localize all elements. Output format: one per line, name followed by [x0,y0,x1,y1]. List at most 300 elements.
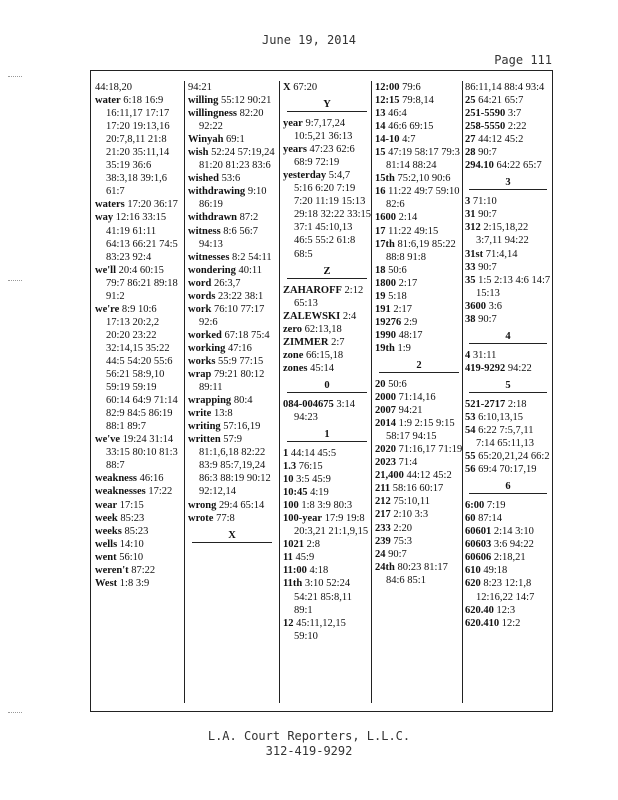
index-entry [465,248,551,261]
index-entry [375,211,463,224]
index-term: 2007 [375,405,396,417]
page-line-refs: 62:13,18 [304,323,342,335]
page-line-refs: 7:19 [486,500,506,512]
page-line-refs: 1:5 2:13 4:6 14:7 15:13 [476,274,551,299]
index-term: 1990 [375,329,396,341]
index-term: words [188,290,216,302]
index-entry [465,195,551,208]
index-entry [375,508,463,521]
index-term: 19276 [375,316,402,328]
page-line-refs: 71:4 [398,457,418,469]
page-line-refs: 80:23 81:17 84:6 85:1 [386,561,448,586]
index-term: zone [283,349,304,361]
index-entry [465,133,551,146]
index-entry [465,564,551,577]
page-line-refs: 23:22 38:1 [218,290,264,302]
section-letter-heading: 0 [287,379,367,393]
page-line-refs: 79:6 [402,82,421,93]
page-line-refs: 90:7 [478,147,497,159]
index-term: weren't [95,564,129,576]
index-entry [188,146,276,172]
index-entry [375,146,463,172]
index-term: 212 [375,496,391,508]
index-term: 521-2717 [465,398,506,410]
index-entry [375,342,463,355]
word-index-frame [90,70,553,712]
index-entry [375,172,463,185]
index-term: 60606 [465,552,492,564]
index-term: 620.40 [465,604,494,616]
index-term: 2023 [375,457,396,469]
page-line-refs: 17:22 [148,486,173,498]
index-term: years [283,144,307,156]
index-entry [188,342,276,355]
page-line-refs: 75:3 [393,535,413,547]
index-term: 33 [465,261,476,273]
index-term: work [188,303,212,315]
index-entry [375,404,463,417]
page-line-refs: 79:21 80:12 89:11 [199,369,265,394]
index-entry [283,564,371,577]
index-entry [375,469,463,482]
index-entry [95,94,179,198]
index-entry [465,512,551,525]
index-column-2 [188,81,276,707]
index-entry [283,512,371,538]
index-entry [283,617,371,643]
index-term: 28 [465,147,476,159]
page-line-refs: 31:11 [472,349,497,361]
index-entry [375,456,463,469]
section-letter-heading: 4 [469,330,547,344]
section-letter-heading: X [192,529,272,543]
index-entry [188,433,276,498]
index-entry [95,81,179,94]
page-line-refs: 79:8,14 [402,95,434,107]
index-term: 31st [465,248,484,260]
index-entry [188,407,276,420]
index-term: 100-year [283,513,323,525]
page-line-refs: 2:18 [507,398,527,410]
index-term: week [95,512,118,524]
index-term: 2000 [375,392,396,404]
index-term: year [283,118,303,130]
index-entry [465,120,551,133]
page-line-refs: 2:17 [398,277,418,289]
page-line-refs: 85:23 [124,525,149,537]
index-term: 1.3 [283,461,297,473]
index-term: we're [95,303,120,315]
page-line-refs: 3:7 [507,108,522,120]
index-entry [375,225,463,238]
index-term: 17 [375,225,386,237]
index-entry [465,499,551,512]
index-term: 1021 [283,539,304,551]
index-term: willing [188,95,219,107]
page-line-refs: 11:22 49:7 59:10 82:6 [386,186,460,211]
page-line-refs: 64:22 65:7 [496,160,542,172]
page-line-refs: 80:4 [233,395,253,407]
page-line-refs: 49:18 [483,565,508,577]
index-entry [283,486,371,499]
page-line-refs: 86:11,14 88:4 93:4 [465,82,545,93]
page-line-refs: 6:10,13,15 [478,411,524,423]
page-line-refs: 57:16,19 [223,421,261,433]
index-term: Winyah [188,134,224,146]
index-entry [375,548,463,561]
index-entry [95,211,179,263]
index-term: 419-9292 [465,362,506,374]
index-entry [283,117,371,143]
index-entry [95,564,179,577]
page-line-refs: 2:15,18,22 3:7,11 94:22 [476,222,529,247]
page-line-refs: 90:7 [478,313,497,325]
index-term: 1 [283,447,289,459]
index-entry [283,323,371,336]
index-term: 251-5590 [465,108,506,120]
index-entry [188,394,276,407]
page-line-refs: 44:14 45:5 [290,447,337,459]
page-line-refs: 87:2 [239,212,259,224]
index-term: 10:45 [283,487,308,499]
index-term: 620.410 [465,617,500,629]
index-entry [188,211,276,224]
index-entry [375,107,463,120]
index-term: we've [95,434,121,446]
index-column-5 [465,81,551,707]
index-term: 60601 [465,526,492,538]
index-term: 084-004675 [283,398,334,410]
index-term: 21,400 [375,470,404,482]
index-entry [375,535,463,548]
index-term: wear [95,499,118,511]
page-line-refs: 50:6 [388,264,407,276]
index-entry [375,443,463,456]
page-line-refs: 8:9 10:6 17:13 20:2,2 20:20 23:22 32:14,15 35:22 44:5 54:20 55:6 56:21 58:9,10 59:19 59:19 60:14 64:9 71:14 82:9 84:5 86:19 88:1 89:7 [106,303,178,433]
index-entry [465,450,551,463]
index-term: 1800 [375,277,396,289]
index-term: works [188,355,216,367]
page-line-refs: 2:14 [398,212,418,224]
page-line-refs: 2:7 [331,336,345,348]
page-line-refs: 71:4,14 [485,248,518,260]
page-line-refs: 5:4,7 5:16 6:20 7:19 7:20 11:19 15:13 29:18 32:22 33:15 37:1 45:10,13 46:5 55:2 61:8 68:5 [294,170,371,260]
index-term: 24 [375,548,386,560]
index-term: witnesses [188,251,230,263]
index-entry [283,310,371,323]
index-term: weakness [95,473,138,485]
page-line-refs: 71:16,17 71:19 [398,444,463,456]
index-term: 2020 [375,444,396,456]
index-entry [188,355,276,368]
index-term: waters [95,199,125,211]
index-entry [465,94,551,107]
index-entry [375,417,463,443]
index-term: 239 [375,535,391,547]
page-line-refs: 45:11,12,15 59:10 [294,617,346,642]
page-line-refs: 2:14 3:10 [493,526,534,538]
index-term: wrapping [188,395,232,407]
page-line-refs: 90:7 [478,209,497,221]
index-entry [283,499,371,512]
index-term: 60603 [465,539,492,551]
page-line-refs: 17:15 [119,499,144,511]
page-line-refs: 87:14 [478,513,503,525]
index-entry [188,225,276,251]
index-entry [375,378,463,391]
page-line-refs: 47:16 [227,342,252,354]
index-term: 53 [465,411,476,423]
index-term: 12 [283,617,294,629]
index-term: 60 [465,513,476,525]
page-line-refs: 4:18 [309,565,329,577]
index-term: 16 [375,186,386,198]
index-term: 56 [465,464,476,476]
page-line-refs: 8:2 54:11 [232,251,272,263]
margin-mark [8,280,22,281]
index-entry [465,617,551,630]
index-entry [465,313,551,326]
section-letter-heading: 5 [469,379,547,393]
index-term: 610 [465,565,481,577]
index-entry [375,561,463,587]
page-line-refs: 9:10 86:19 [199,186,267,211]
page-line-refs: 45:14 [310,362,335,374]
index-term: worked [188,329,222,341]
page-line-refs: 6:22 7:5,7,11 7:14 65:11,13 [476,424,534,450]
page-line-refs: 94:21 [188,82,212,93]
index-term: 11th [283,578,303,590]
index-term: 11:00 [283,565,307,577]
index-entry [375,495,463,508]
index-term: way [95,212,114,224]
index-entry [375,277,463,290]
index-term: wish [188,147,209,159]
page-line-refs: 1:8 3:9 [119,577,150,589]
index-entry [375,290,463,303]
page-line-refs: 20:4 60:15 79:7 86:21 89:18 91:2 [106,264,178,302]
page-line-refs: 2:9 [403,316,418,328]
index-entry [188,185,276,211]
index-entry [188,420,276,433]
index-term: word [188,277,212,289]
index-entry [188,290,276,303]
page-line-refs: 6:18 16:9 16:11,17 17:17 17:20 19:13,16 20:7,8,11 21:8 21:20 35:11,14 35:19 36:6 38:3,18 39:1,6 61:7 [106,95,170,198]
index-column-3 [283,81,371,707]
page-line-refs: 57:9 81:1,6,18 82:22 83:9 85:7,19,24 86:3 88:19 90:12 92:12,14 [199,434,271,498]
index-term: 4 [465,349,471,361]
index-term: X [283,82,291,93]
index-term: writing [188,421,221,433]
index-term: working [188,342,226,354]
page-line-refs: 75:2,10 90:6 [397,173,451,185]
index-entry [188,251,276,264]
index-entry [95,303,179,433]
index-term: West [95,577,118,589]
index-entry [465,261,551,274]
index-entry [465,208,551,221]
index-term: weaknesses [95,486,146,498]
index-term: 31 [465,209,476,221]
index-term: 19th [375,342,395,354]
page-line-refs: 53:6 [221,173,241,185]
page-line-refs: 13:8 [213,408,233,420]
index-entry [465,424,551,450]
index-entry [375,185,463,211]
index-term: 24th [375,561,395,573]
index-term: 15 [375,147,386,159]
page-line-refs: 2:12 65:13 [294,284,364,309]
index-column-4 [375,81,463,707]
index-term: withdrawing [188,186,246,198]
index-entry [188,277,276,290]
page-line-refs: 44:12 45:2 [406,470,452,482]
index-entry [283,538,371,551]
page-line-refs: 3:6 94:22 [493,539,534,551]
index-entry [465,538,551,551]
page-line-refs: 9:7,17,24 10:5,21 36:13 [294,118,353,143]
page-line-refs: 50:6 [388,378,407,390]
court-reporter-phone: 312-419-9292 [265,744,353,758]
index-term: 2014 [375,418,396,430]
column-divider [279,81,280,703]
index-term: 25 [465,95,476,107]
page-line-refs: 11:22 49:15 [388,225,439,237]
index-term: 233 [375,522,391,534]
index-entry [375,329,463,342]
index-entry [465,81,551,94]
index-term: 620 [465,578,481,590]
index-entry [465,525,551,538]
index-term: 3 [465,196,471,208]
index-term: 258-5550 [465,121,506,133]
index-entry [188,133,276,146]
index-term: 19 [375,290,386,302]
page-line-refs: 2:4 [342,310,357,322]
page-line-refs: 44:12 45:2 [478,134,524,146]
column-divider [371,81,372,703]
index-term: wrap [188,369,212,381]
index-term: 6:00 [465,500,485,512]
index-entry [375,482,463,495]
page-line-refs: 90:7 [478,261,497,273]
section-letter-heading: 1 [287,428,367,442]
page-line-refs: 82:20 92:22 [199,108,264,133]
page-line-refs: 12:16 33:15 41:19 61:11 64:13 66:21 74:5 83:23 92:4 [106,212,178,263]
page-line-refs: 47:23 62:6 68:9 72:19 [294,144,355,169]
index-entry [465,221,551,247]
index-entry [465,362,551,375]
page-line-refs: 17:9 19:8 20:3,21 21:1,9,15 [294,513,369,538]
page-line-refs: 90:7 [388,548,407,560]
index-entry [465,146,551,159]
index-entry [283,473,371,486]
page-line-refs: 3:6 [488,300,503,312]
index-term: 18 [375,264,386,276]
page-line-refs: 5:18 [388,290,407,302]
index-entry [283,362,371,375]
section-letter-heading: 2 [379,359,459,373]
margin-mark [8,76,22,77]
page-line-refs: 66:15,18 [306,349,344,361]
index-entry [95,577,179,590]
page-line-refs: 12:2 [501,617,521,629]
index-term: 13 [375,108,386,120]
index-entry [95,551,179,564]
index-term: 294.10 [465,160,494,172]
court-reporter-name: L.A. Court Reporters, L.L.C. [207,729,411,743]
page-line-refs: 3:10 52:24 54:21 85:8,11 89:1 [294,578,352,616]
page-line-refs: 65:20,21,24 66:2 [478,451,550,463]
page-line-refs: 2:17 [393,303,413,315]
column-divider [184,81,185,703]
index-entry [283,81,371,94]
index-entry [95,264,179,303]
index-entry [465,349,551,362]
index-term: wells [95,538,118,550]
index-term: ZAHAROFF [283,284,342,296]
index-term: went [95,551,117,563]
index-entry [283,284,371,310]
section-letter-heading: 6 [469,480,547,494]
page-line-refs: 48:17 [398,329,423,341]
index-term: we'll [95,264,116,276]
index-entry [465,463,551,476]
index-entry [188,499,276,512]
page-line-refs: 2:18,21 [493,552,526,564]
page-line-refs: 45:9 [295,552,315,564]
page-line-refs: 44:18,20 [95,82,133,93]
index-entry [95,499,179,512]
page-line-refs: 12:3 [496,604,516,616]
index-term: wished [188,173,219,185]
index-term: 15th [375,173,395,185]
index-entry [188,94,276,107]
index-entry [283,460,371,473]
page-line-refs: 3:14 94:23 [294,398,356,423]
section-letter-heading: 3 [469,176,547,190]
page-line-refs: 87:22 [131,564,156,576]
index-entry [465,398,551,411]
index-term: wondering [188,264,236,276]
page-line-refs: 1:9 2:15 9:15 58:17 94:15 [386,418,455,443]
margin-mark [8,712,22,713]
page-line-refs: 52:24 57:19,24 81:20 81:23 83:6 [199,147,275,172]
page-line-refs: 2:22 [507,121,527,133]
index-term: ZIMMER [283,336,329,348]
page-line-refs: 3:5 45:9 [296,474,331,486]
page-line-refs: 85:23 [120,512,145,524]
index-entry [95,198,179,211]
index-entry [95,538,179,551]
index-term: wrong [188,499,217,511]
index-term: ZALEWSKI [283,310,341,322]
index-term: 217 [375,509,391,521]
page-line-refs: 77:8 [216,512,235,524]
page-line-refs: 2:10 3:3 [393,509,429,521]
index-entry [375,303,463,316]
index-entry [95,433,179,472]
page-line-refs: 64:21 65:7 [478,95,524,107]
page-line-refs: 8:6 56:7 94:13 [199,225,259,250]
index-entry [465,604,551,617]
index-term: 27 [465,134,476,146]
index-term: 14-10 [375,134,400,146]
index-term: 20 [375,378,386,390]
page-line-refs: 69:1 [226,134,245,146]
index-term: willingness [188,108,238,120]
index-entry [95,472,179,485]
